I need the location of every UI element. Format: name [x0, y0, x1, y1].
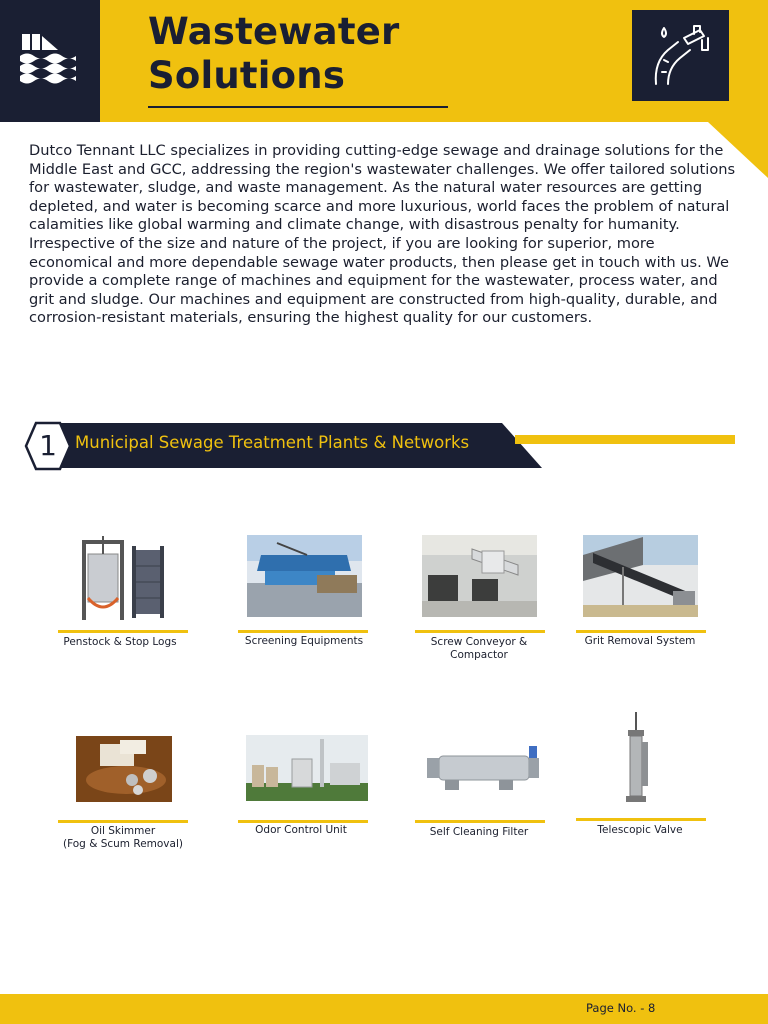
product-rule — [576, 818, 706, 821]
product-label: Screening Equipments — [244, 635, 364, 647]
product-card-grit-removal — [576, 530, 706, 655]
odor-control-image — [246, 735, 368, 801]
product-card-screening — [238, 530, 370, 655]
self-cleaning-filter-image — [425, 742, 545, 796]
screening-image — [247, 535, 362, 617]
logo-block — [0, 0, 100, 122]
penstock-image — [76, 536, 172, 622]
page-title — [148, 10, 399, 98]
title-underline — [148, 106, 448, 108]
section-title: Municipal Sewage Treatment Plants & Networks — [75, 433, 470, 452]
product-label: Screw Conveyor & Compactor — [430, 636, 528, 661]
telescopic-valve-image — [616, 712, 666, 804]
product-label: Telescopic Valve — [597, 824, 683, 836]
product-card-telescopic-valve — [576, 710, 706, 840]
product-rule — [238, 630, 368, 633]
water-structure-icon — [18, 32, 78, 84]
pipeline-icon — [632, 10, 729, 101]
product-rule — [58, 630, 188, 633]
section-number: 1 — [39, 429, 57, 462]
oil-skimmer-image — [76, 736, 172, 802]
product-label: Penstock & Stop Logs — [63, 636, 177, 648]
section-number-badge — [24, 421, 72, 471]
product-rule — [576, 630, 706, 633]
badge-box — [632, 10, 729, 101]
product-label: Odor Control Unit — [255, 824, 347, 836]
product-card-screw-conveyor — [415, 530, 545, 665]
product-rule — [58, 820, 188, 823]
screw-conveyor-image — [422, 535, 537, 617]
product-rule — [415, 820, 545, 823]
page-number: Page No. - 8 — [586, 1001, 656, 1015]
title-line-1: Wastewater — [148, 10, 400, 53]
intro-paragraph: Dutco Tennant LLC specializes in providing cutting-edge sewage and drainage solutions for the Middle East and GCC, addressing the region's wastewater challenges. We offer tailored solutions for wastewater, sludge, and waste management. As the natural water resources are getting depleted, and water is becoming scarce and more luxurious, world faces the problem of natural calamities like global warming and climate change, with disastrous penalty for humanity. Irrespective of the size and nature of the project, if you are looking for superior, more economical and more dependable sewage water products, then please get in touch with us. We provide a complete range of machines and equipment for the wastewater, process water, and grit and sludge. Our machines and equipment are constructed from high-quality, durable, and corrosion-resistant materials, ensuring the highest quality for our customers. — [29, 142, 736, 327]
product-rule — [415, 630, 545, 633]
grit-removal-image — [583, 535, 698, 617]
section-accent-bar — [515, 435, 735, 444]
product-label: Self Cleaning Filter — [429, 826, 529, 838]
product-label: Grit Removal System — [584, 635, 696, 647]
product-card-odor-control — [238, 730, 370, 855]
title-line-2: Solutions — [148, 54, 346, 97]
product-card-oil-skimmer — [58, 730, 190, 855]
product-card-penstock — [58, 530, 188, 655]
product-label: Oil Skimmer (Fog & Scum Removal) — [63, 825, 183, 850]
product-rule — [238, 820, 368, 823]
product-card-self-cleaning-filter — [415, 720, 546, 845]
